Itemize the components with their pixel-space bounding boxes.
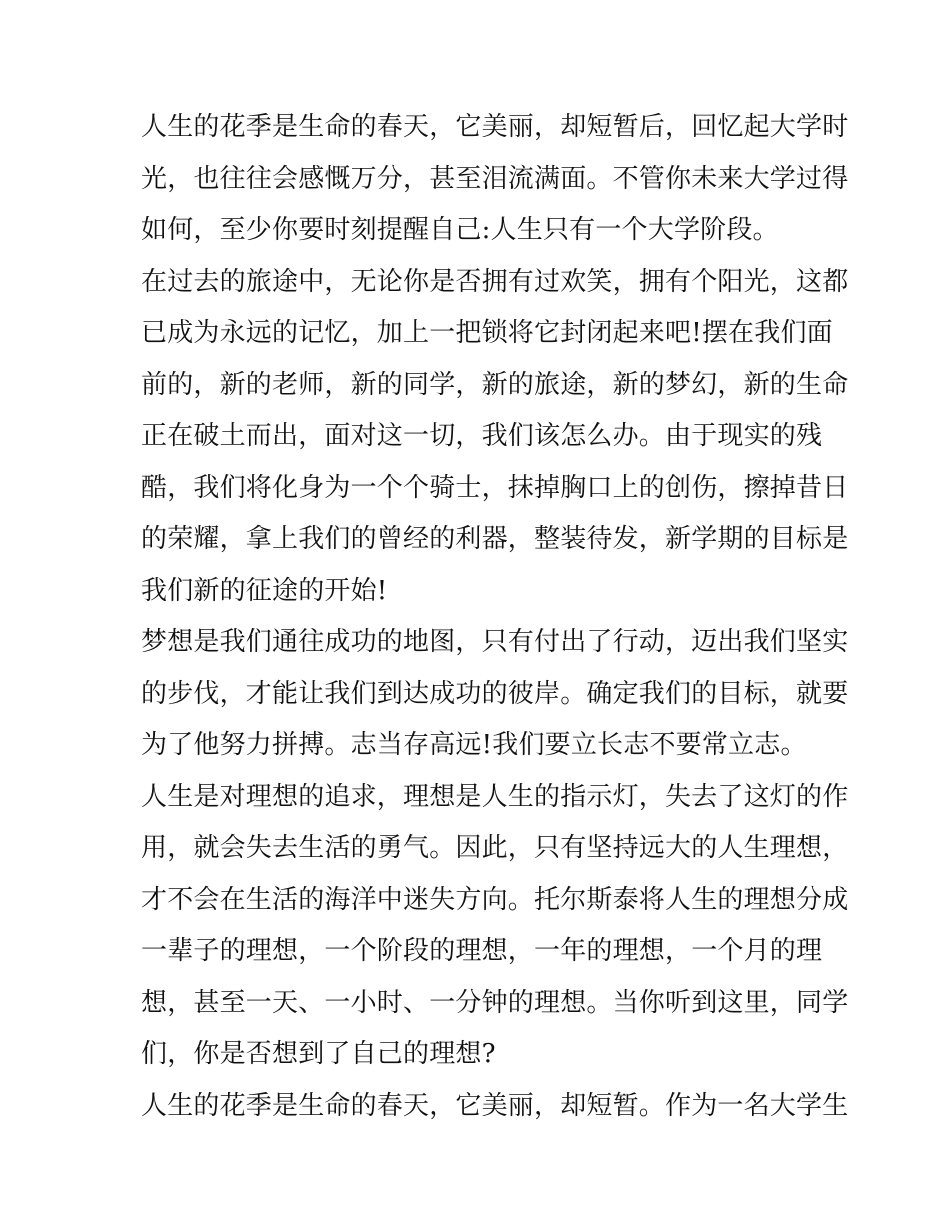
- text-line: 才不会在生活的海洋中迷失方向。托尔斯泰将人生的理想分成: [141, 884, 849, 915]
- text-line: 们，你是否想到了自己的理想?: [141, 1039, 496, 1069]
- text-line: 光，也往往会感慨万分，甚至泪流满面。不管你未来大学过得: [141, 163, 849, 194]
- text-line: 为了他努力拼搏。志当存高远!我们要立长志不要常立志。: [141, 730, 807, 760]
- text-line: 在过去的旅途中，无论你是否拥有过欢笑，拥有个阳光，这都: [141, 266, 849, 297]
- text-line: 前的，新的老师，新的同学，新的旅途，新的梦幻，新的生命: [141, 369, 849, 400]
- text-line: 正在破土而出，面对这一切，我们该怎么办。由于现实的残: [141, 421, 823, 451]
- text-line: 人生的花季是生命的春天，它美丽，却短暂后，回忆起大学时: [141, 112, 849, 142]
- text-line: 想，甚至一天、一小时、一分钟的理想。当你听到这里，同学: [141, 987, 849, 1018]
- text-line: 一辈子的理想，一个阶段的理想，一年的理想，一个月的理: [141, 936, 823, 966]
- text-line: 用，就会失去生活的勇气。因此，只有坚持远大的人生理想，: [141, 833, 849, 863]
- text-line: 酷，我们将化身为一个个骑士，抹掉胸口上的创伤，擦掉昔日: [141, 472, 849, 503]
- text-line: 已成为永远的记忆，加上一把锁将它封闭起来吧!摆在我们面: [141, 318, 833, 348]
- text-line: 人生的花季是生命的春天，它美丽，却短暂。作为一名大学生: [141, 1090, 849, 1121]
- text-line: 的荣耀，拿上我们的曾经的利器，整装待发，新学期的目标是: [141, 524, 849, 554]
- text-line: 我们新的征途的开始!: [141, 575, 388, 606]
- document-body: [141, 102, 849, 1132]
- text-line: 的步伐，才能让我们到达成功的彼岸。确定我们的目标，就要: [141, 678, 849, 709]
- text-line: 梦想是我们通往成功的地图，只有付出了行动，迈出我们坚实: [141, 627, 849, 657]
- text-line: 人生是对理想的追求，理想是人生的指示灯，失去了这灯的作: [141, 781, 849, 812]
- text-line: 如何，至少你要时刻提醒自己:人生只有一个大学阶段。: [141, 215, 779, 245]
